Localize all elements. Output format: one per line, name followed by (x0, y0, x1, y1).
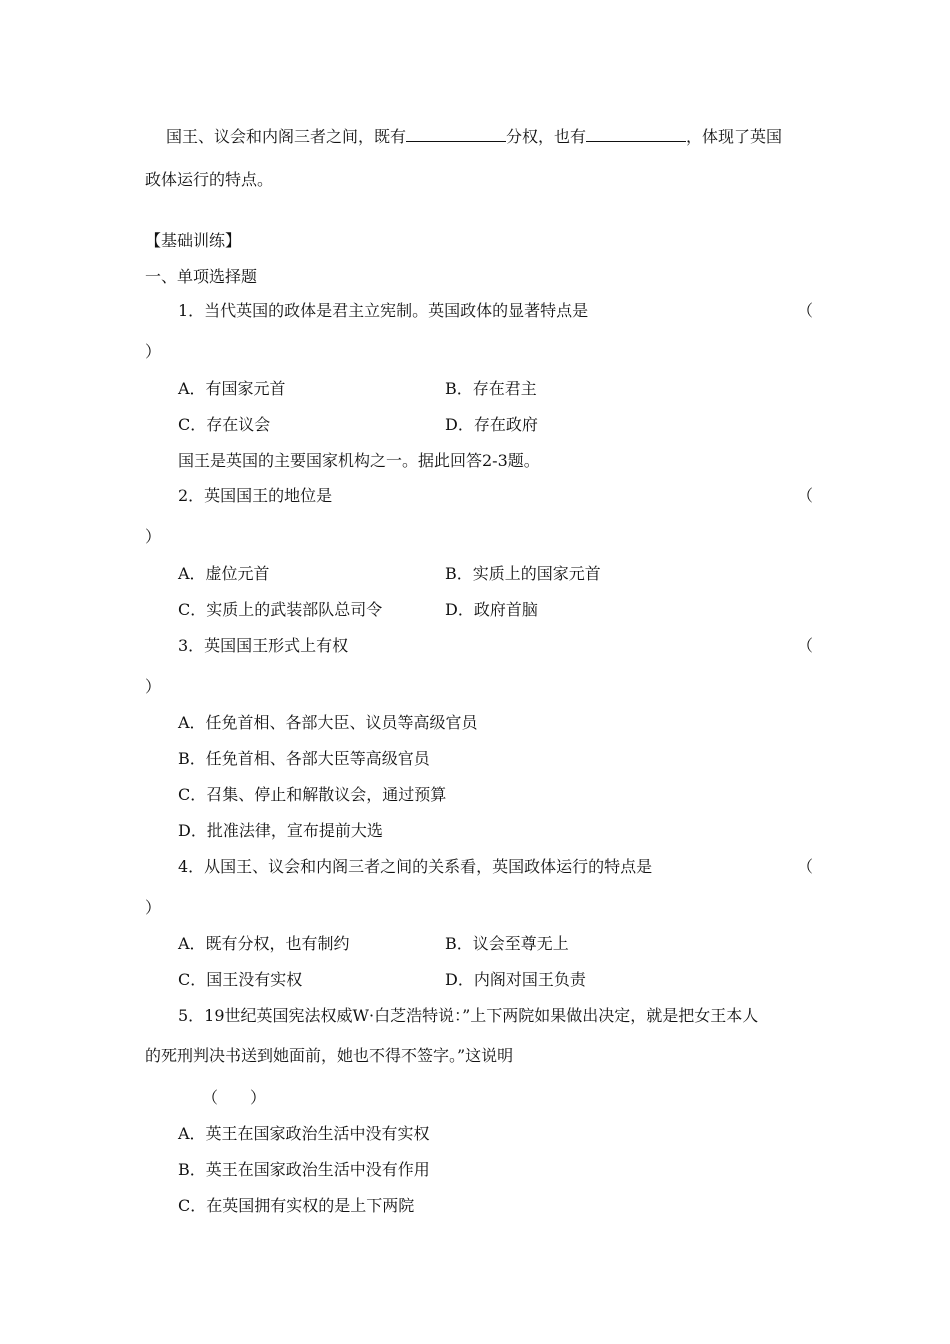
blank-2[interactable] (586, 140, 686, 142)
question-1-stem: 1．当代英国的政体是君主立宪制。英国政体的显著特点是 (178, 301, 589, 320)
question-1-option-a[interactable]: A．有国家元首 (178, 379, 286, 398)
question-5-answer-paren[interactable]: （ ） (202, 1088, 267, 1107)
question-1-option-b[interactable]: B．存在君主 (445, 379, 537, 398)
question-4-paren-open: （ (797, 857, 814, 876)
question-note: 国王是英国的主要国家机构之一。据此回答2-3题。 (178, 451, 540, 470)
question-4-option-d[interactable]: D．内阁对国王负责 (445, 970, 586, 989)
question-3-stem: 3．英国国王形式上有权 (178, 636, 349, 655)
question-1-option-d[interactable]: D．存在政府 (445, 415, 538, 434)
question-5-option-b[interactable]: B．英王在国家政治生活中没有作用 (178, 1160, 430, 1179)
question-5-stem-continued: 的死刑判决书送到她面前，她也不得不签字。”这说明 (145, 1046, 514, 1065)
question-4-option-b[interactable]: B．议会至尊无上 (445, 934, 569, 953)
question-4-option-a[interactable]: A．既有分权，也有制约 (178, 934, 350, 953)
section-title: 【基础训练】 (145, 231, 242, 250)
intro-text-1: 国王、议会和内阁三者之间，既有 (166, 127, 407, 146)
blank-1[interactable] (406, 140, 506, 142)
question-2-option-a[interactable]: A．虚位元首 (178, 564, 270, 583)
question-3-option-a[interactable]: A．任免首相、各部大臣、议员等高级官员 (178, 713, 478, 732)
question-2-option-b[interactable]: B．实质上的国家元首 (445, 564, 601, 583)
intro-line-2: 政体运行的特点。 (145, 170, 274, 189)
question-5-option-a[interactable]: A．英王在国家政治生活中没有实权 (178, 1124, 430, 1143)
question-4-stem: 4．从国王、议会和内阁三者之间的关系看，英国政体运行的特点是 (178, 857, 653, 876)
question-1-option-c[interactable]: C．存在议会 (178, 415, 271, 434)
question-3-paren-close: ） (145, 677, 162, 696)
question-3-paren-open: （ (797, 636, 814, 655)
question-3-option-b[interactable]: B．任免首相、各部大臣等高级官员 (178, 749, 430, 768)
question-5-stem: 5．19世纪英国宪法权威W·白芝浩特说：”上下两院如果做出决定，就是把女王本人 (178, 1006, 759, 1025)
intro-text-3: ，体现了英国 (686, 127, 783, 146)
question-1-paren-open: （ (797, 301, 814, 320)
question-3-option-c[interactable]: C．召集、停止和解散议会，通过预算 (178, 785, 447, 804)
question-2-stem: 2．英国国王的地位是 (178, 486, 333, 505)
intro-text-2: 分权，也有 (506, 127, 587, 146)
question-2-option-c[interactable]: C．实质上的武装部队总司令 (178, 600, 383, 619)
question-2-option-d[interactable]: D．政府首脑 (445, 600, 538, 619)
question-5-option-c[interactable]: C．在英国拥有实权的是上下两院 (178, 1196, 415, 1215)
intro-line-1 (166, 127, 782, 147)
question-2-paren-open: （ (797, 486, 814, 505)
section-subtitle: 一、单项选择题 (145, 267, 258, 286)
question-4-paren-close: ） (145, 898, 162, 917)
question-2-paren-close: ） (145, 527, 162, 546)
question-1-paren-close: ） (145, 342, 162, 361)
question-3-option-d[interactable]: D．批准法律，宣布提前大选 (178, 821, 383, 840)
question-4-option-c[interactable]: C．国王没有实权 (178, 970, 303, 989)
